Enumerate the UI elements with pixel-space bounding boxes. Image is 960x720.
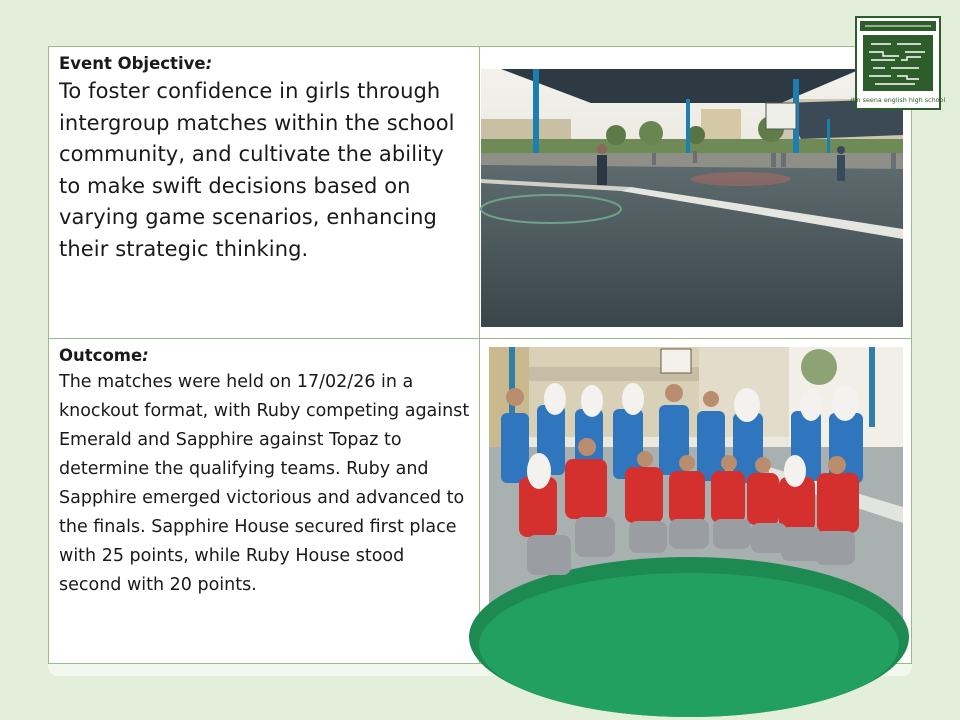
report-table: [48, 46, 912, 664]
objective-text-cell: [49, 47, 480, 338]
team-photo: [489, 347, 903, 631]
objective-heading: [59, 53, 471, 75]
outcome-text: The matches were held on 17/02/26 in a knockout format, with Ruby competing against Emerald and Sapphire against Topaz to determine the qualifying teams. Ruby and Sapphire emerged victorious and advanced to the finals. Sapphire House secured first place with 25 points, while Ruby House stood second with 20 points.: [59, 372, 470, 595]
outcome-heading-label: Outcome: [59, 346, 143, 365]
logo-caption: ibn seena english high school: [850, 96, 946, 104]
outcome-row: [49, 339, 911, 663]
outcome-heading-colon: :: [142, 346, 149, 365]
outcome-text-cell: [49, 339, 480, 663]
basketball-court-photo: [481, 69, 903, 327]
objective-text: To foster confidence in girls through intergroup matches within the school community, and cultivate the ability to make swift decisions based on varying game scenarios, enhancing their strategic thinking.: [59, 79, 455, 261]
outcome-heading: [59, 345, 471, 367]
objective-heading-label: Event Objective: [59, 54, 206, 73]
objective-row: [49, 47, 911, 339]
objective-heading-colon: :: [205, 54, 213, 73]
school-logo: [850, 16, 946, 110]
